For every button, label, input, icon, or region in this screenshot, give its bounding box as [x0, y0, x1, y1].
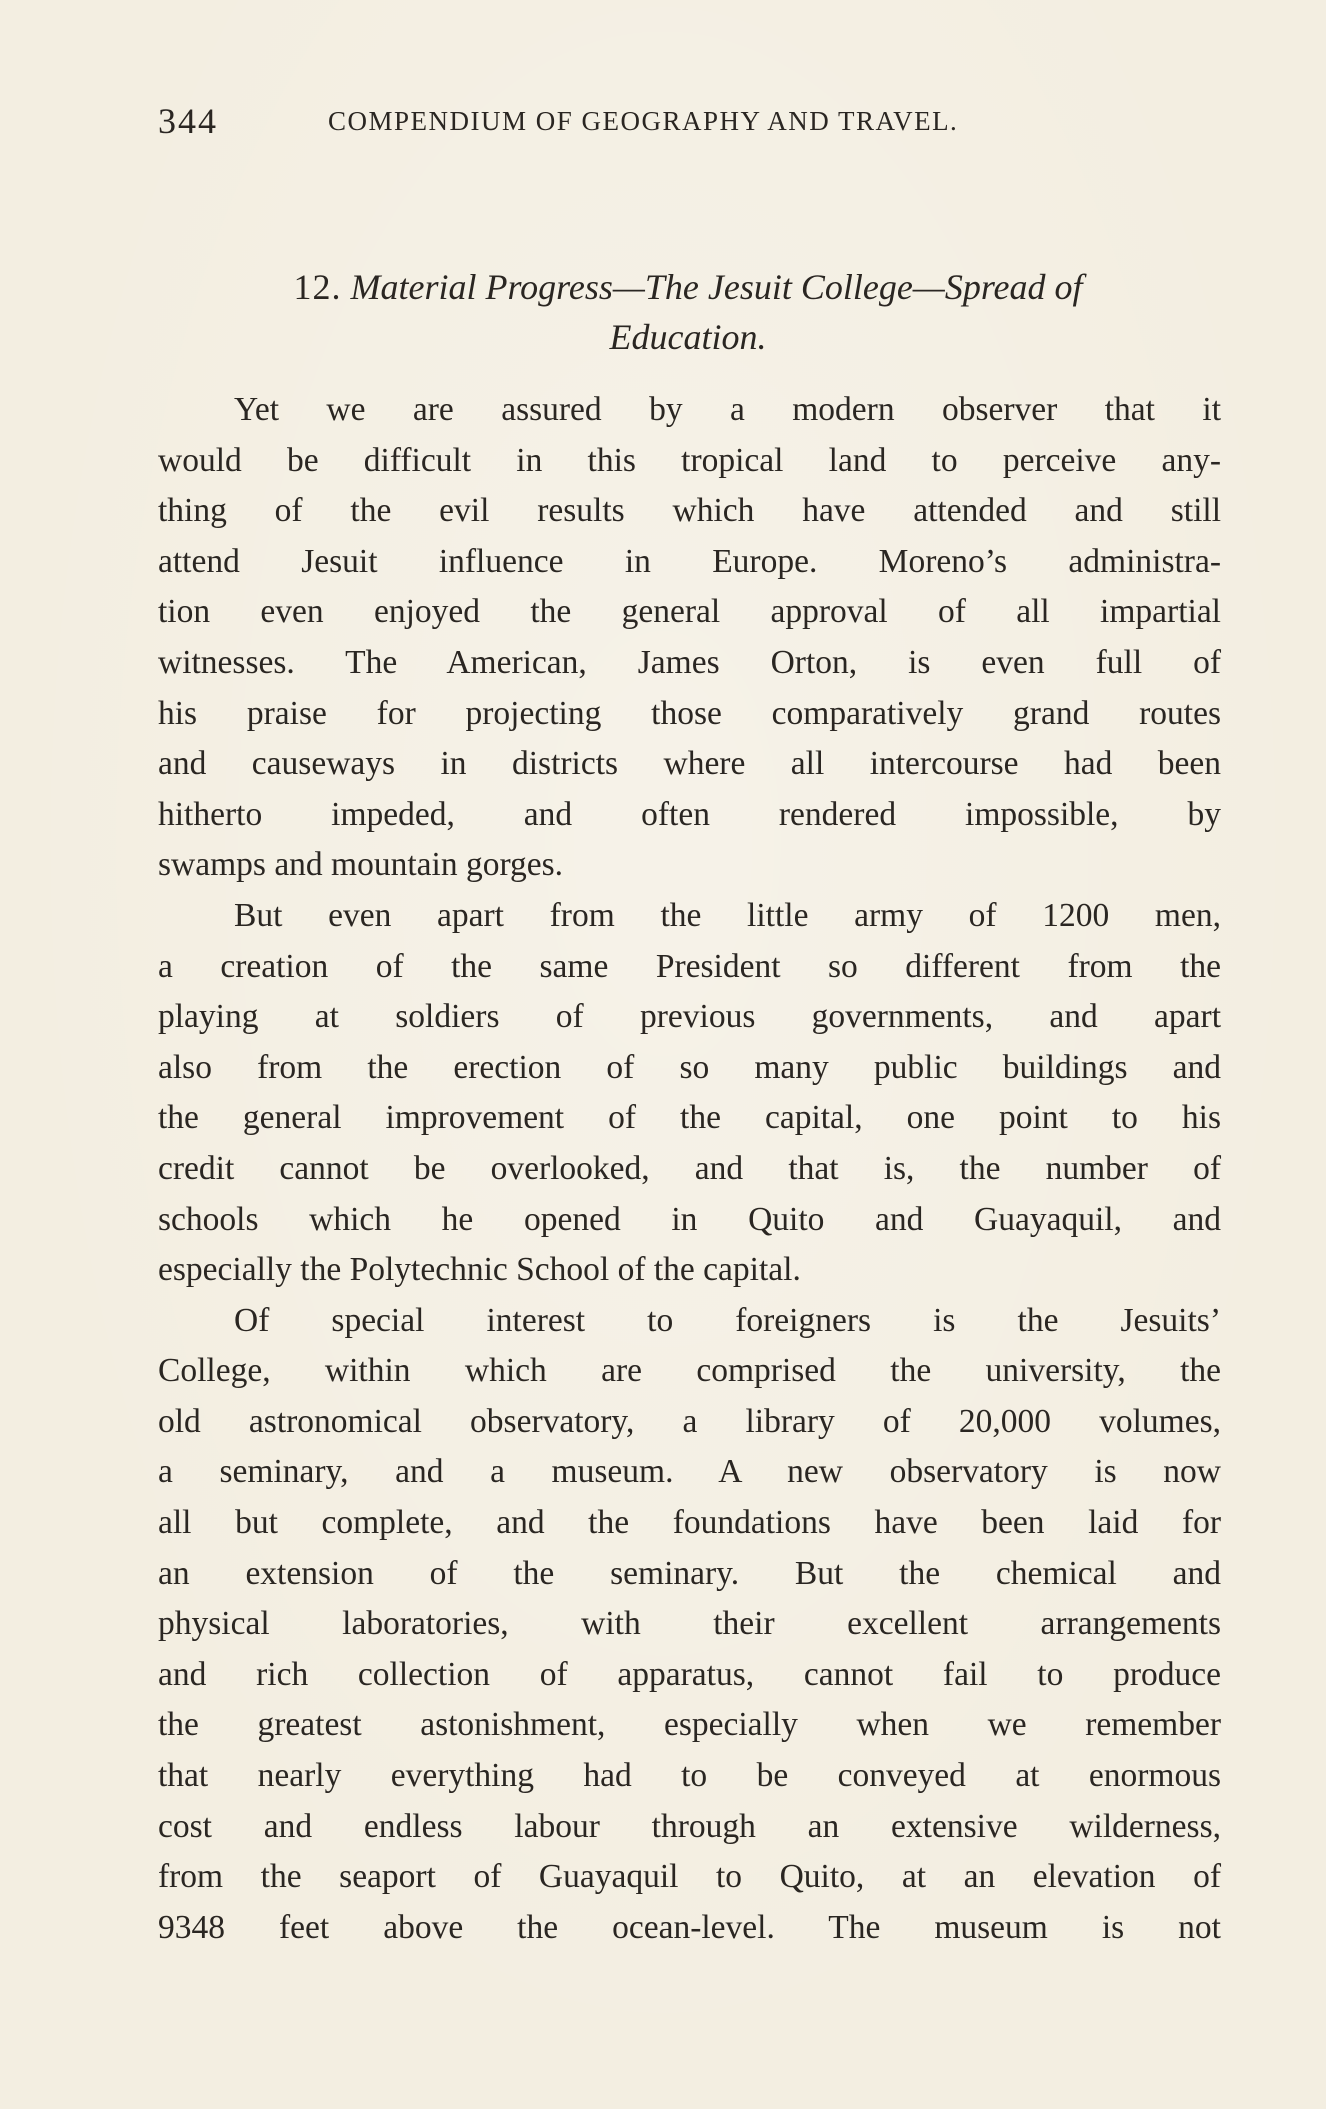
text-line: credit cannot be overlooked, and that is, the number of: [158, 1149, 1221, 1187]
text-line: cost and endless labour through an extensive wilderness,: [158, 1807, 1221, 1845]
text-line: the greatest astonishment, especially when we remember: [158, 1706, 1221, 1744]
body-text: [158, 385, 1221, 1953]
running-title: COMPENDIUM OF GEOGRAPHY AND TRAVEL.: [328, 106, 959, 136]
text-line: schools which he opened in Quito and Guayaquil, and: [158, 1200, 1221, 1238]
section-number: 12.: [293, 267, 342, 307]
page-number: 344: [158, 101, 218, 141]
text-line: old astronomical observatory, a library of 20,000 volumes,: [158, 1402, 1221, 1440]
section-title-part-1: Material Progress—The Jesuit College—Spread of: [350, 267, 1083, 307]
text-line: Of special interest to foreigners is the Jesuits’: [234, 1301, 1221, 1339]
text-line: and rich collection of apparatus, cannot fail to produce: [158, 1655, 1221, 1693]
text-line: swamps and mountain gorges.: [158, 846, 564, 884]
text-line: from the seaport of Guayaquil to Quito, at an elevation of: [158, 1858, 1221, 1896]
text-line: all but complete, and the foundations have been laid for: [158, 1504, 1221, 1542]
text-line: that nearly everything had to be conveyed at enormous: [158, 1757, 1221, 1795]
text-line: College, within which are comprised the university, the: [158, 1352, 1221, 1390]
text-line: witnesses. The American, James Orton, is even full of: [158, 643, 1221, 681]
text-line: playing at soldiers of previous governments, and apart: [158, 998, 1221, 1036]
text-line: the general improvement of the capital, one point to his: [158, 1099, 1221, 1137]
text-line: hitherto impeded, and often rendered impossible, by: [158, 795, 1221, 833]
text-line: an extension of the seminary. But the chemical and: [158, 1554, 1221, 1592]
text-line: attend Jesuit influence in Europe. Moreno’s administra-: [158, 542, 1221, 580]
text-line: especially the Polytechnic School of the capital.: [158, 1251, 801, 1289]
text-line: thing of the evil results which have attended and still: [158, 492, 1221, 530]
text-line: and causeways in districts where all intercourse had been: [158, 745, 1221, 783]
text-line: physical laboratories, with their excellent arrangements: [158, 1605, 1221, 1643]
text-line: also from the erection of so many public buildings and: [158, 1048, 1221, 1086]
text-line: a creation of the same President so different from the: [158, 947, 1221, 985]
text-line: a seminary, and a museum. A new observatory is now: [158, 1453, 1221, 1491]
section-heading-line-1: [158, 262, 1218, 312]
text-line: Yet we are assured by a modern observer that it: [234, 391, 1221, 428]
text-line: tion even enjoyed the general approval of all impartial: [158, 593, 1221, 631]
text-line: his praise for projecting those comparatively grand routes: [158, 694, 1221, 732]
text-line: But even apart from the little army of 1200 men,: [234, 896, 1221, 934]
section-title-part-2: Education.: [609, 317, 767, 357]
text-line: 9348 feet above the ocean-level. The museum is not: [158, 1908, 1221, 1946]
text-line: would be difficult in this tropical land to perceive any-: [158, 441, 1221, 479]
running-head: [158, 100, 1178, 150]
section-heading: [158, 262, 1218, 362]
